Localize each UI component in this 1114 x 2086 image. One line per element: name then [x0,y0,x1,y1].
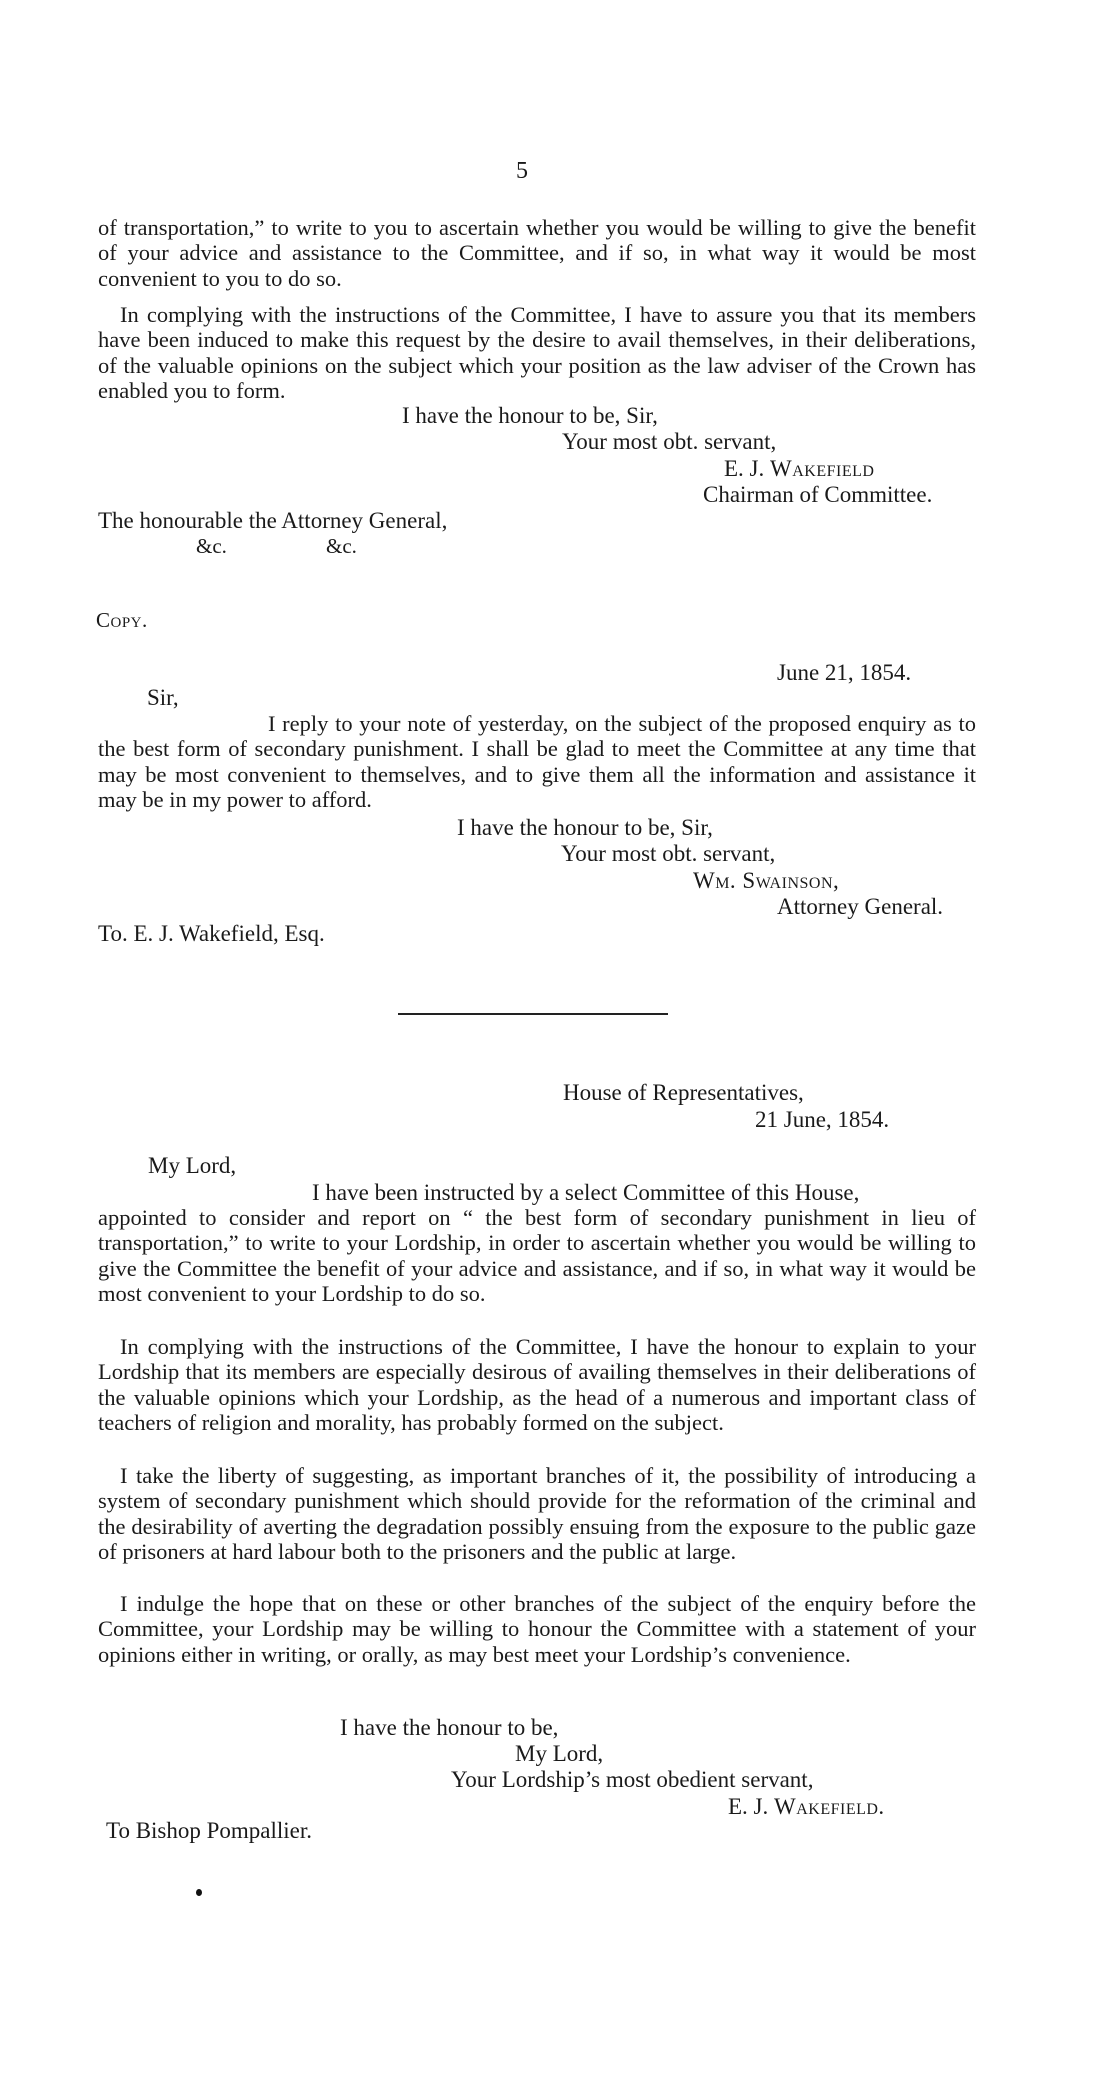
letter1-signer-title: Chairman of Committee. [703,482,933,507]
letter3-signer-name: Wakefield. [774,1794,885,1819]
letter3-signer [728,1794,885,1820]
letter1-paragraph-2: In complying with the instructions of the Committee, I have to assure you that its members have been induced to make this request by the desire to avail themselves, in their deliberations, of the valuable opinions on the subject which your position as the law adviser of the Crown has enabled you to form. [98,302,976,403]
letter2-signer-title: Attorney General. [777,894,944,919]
letter3-addressee: To Bishop Pompallier. [106,1818,313,1843]
letter3-place: House of Representatives, [563,1080,804,1105]
letter3-paragraph-2: In complying with the instructions of the Committee, I have the honour to explain to your Lordship that its members are especially desirous of availing themselves in their deliberations of the valuable opinions which your Lordship, as the head of a numerous and important class of teachers of religion and morality, has probably formed on the subject. [98,1334,976,1435]
letter2-heading: Copy. [96,608,148,632]
letter1-signer-name: Wakefield [770,456,875,481]
letter3-signer-initials: E. J. [728,1794,769,1819]
letter3-closing-lord: My Lord, [515,1741,604,1766]
letter2-signer: Wm. Swainson, [693,868,840,893]
letter2-date: June 21, 1854. [777,660,912,685]
letter3-paragraph-1: appointed to consider and report on “ the best form of secondary punishment in lieu of transportation,” to write to your Lordship, in order to ascertain whether you would be willing to give the Committee the benefit of your advice and assistance, and if so, in what way it would be most convenient to your Lordship to do so. [98,1205,976,1306]
section-divider [398,1013,668,1015]
letter2-servant: Your most obt. servant, [561,841,776,866]
letter3-salutation: My Lord, [148,1153,237,1178]
letter3-paragraph-4: I indulge the hope that on these or other branches of the subject of the enquiry before the Committee, your Lordship may be willing to honour the Committee with a statement of your opinions either in writing, or orally, as may best meet your Lordship’s convenience. [98,1591,976,1667]
letter2-closing: I have the honour to be, Sir, [457,815,713,840]
letter3-closing: I have the honour to be, [340,1715,559,1740]
letter1-etc-1: &c. [196,534,227,558]
letter1-closing: I have the honour to be, Sir, [402,403,658,428]
letter2-addressee: To. E. J. Wakefield, Esq. [98,921,325,946]
letter2-paragraph: I reply to your note of yesterday, on the subject of the proposed enquiry as to the best form of secondary punishment. I shall be glad to meet the Committee at any time that may be most convenient to themselves, and to give them all the information and assistance it may be in my power to afford. [98,711,976,812]
letter1-etc-2: &c. [326,534,357,558]
letter1-paragraph-1: of transportation,” to write to you to ascertain whether you would be willing to give the benefit of your advice and assistance to the Committee, and if so, in what way it would be most convenient to you to do so. [98,215,976,291]
letter3-date: 21 June, 1854. [755,1107,890,1132]
page-number: 5 [516,158,528,184]
letter2-salutation: Sir, [147,685,179,710]
ink-spot [196,1889,202,1896]
letter3-servant: Your Lordship’s most obedient servant, [451,1767,814,1792]
letter3-paragraph-3: I take the liberty of suggesting, as important branches of it, the possibility of introducing a system of secondary punishment which should provide for the reformation of the criminal and the desirability of averting the degradation possibly ensuing from the exposure to the public gaze of prisoners at hard labour both to the prisoners and the public at large. [98,1463,976,1564]
letter1-servant: Your most obt. servant, [562,429,777,454]
letter3-paragraph-1-first-line: I have been instructed by a select Committee of this House, [312,1180,860,1205]
letter1-addressee: The honourable the Attorney General, [98,508,448,533]
letter1-signer [724,456,874,482]
letter1-signer-initials: E. J. [724,456,765,481]
